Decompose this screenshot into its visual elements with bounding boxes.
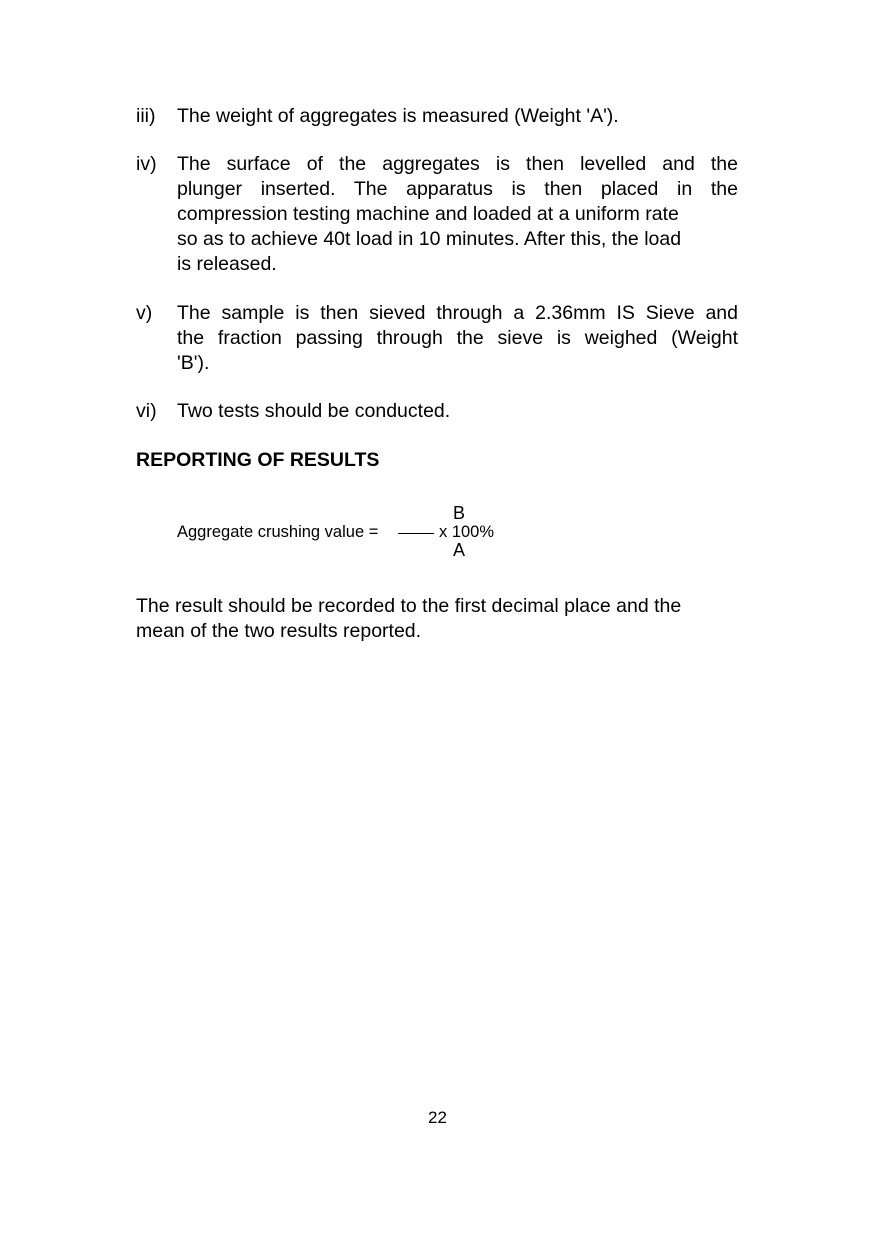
text-line: mean of the two results reported. <box>136 620 422 642</box>
list-item-iv <box>136 152 738 277</box>
list-item-number: v) <box>136 302 153 324</box>
list-item-v <box>136 301 738 376</box>
formula-lhs: Aggregate crushing value = <box>177 523 379 541</box>
list-item-vi <box>136 399 738 424</box>
page-number: 22 <box>428 1108 447 1127</box>
text-line: compression testing machine and loaded at a uniform rate <box>177 203 679 225</box>
closing-paragraph <box>136 594 736 644</box>
text-line: is released. <box>177 253 277 275</box>
formula-multiplier: x 100% <box>439 523 495 541</box>
list-item-number: vi) <box>136 400 157 422</box>
text-line: 'B'). <box>177 352 210 374</box>
text-line: the fraction passing through the sieve is weighed (Weight <box>177 327 738 349</box>
text-line: Two tests should be conducted. <box>177 400 451 422</box>
section-heading: REPORTING OF RESULTS <box>136 449 380 471</box>
fraction-bar <box>398 533 434 534</box>
formula-denominator: A <box>453 540 466 560</box>
list-item-number: iv) <box>136 153 157 175</box>
text-line: The surface of the aggregates is then levelled and the <box>177 153 738 175</box>
text-line: The weight of aggregates is measured (Weight 'A'). <box>177 105 619 127</box>
crushing-value-formula <box>177 502 537 564</box>
list-item-number: iii) <box>136 105 156 127</box>
list-item-text <box>177 301 738 376</box>
text-line: plunger inserted. The apparatus is then placed in the <box>177 178 738 200</box>
list-item-text <box>177 399 738 424</box>
text-line: The sample is then sieved through a 2.36mm IS Sieve and <box>177 302 738 324</box>
list-item-text <box>177 152 738 277</box>
list-item-text <box>177 104 738 129</box>
text-line: so as to achieve 40t load in 10 minutes. After this, the load <box>177 228 682 250</box>
formula-numerator: B <box>453 503 466 523</box>
text-line: The result should be recorded to the first decimal place and the <box>136 595 682 617</box>
list-item-iii <box>136 104 738 129</box>
